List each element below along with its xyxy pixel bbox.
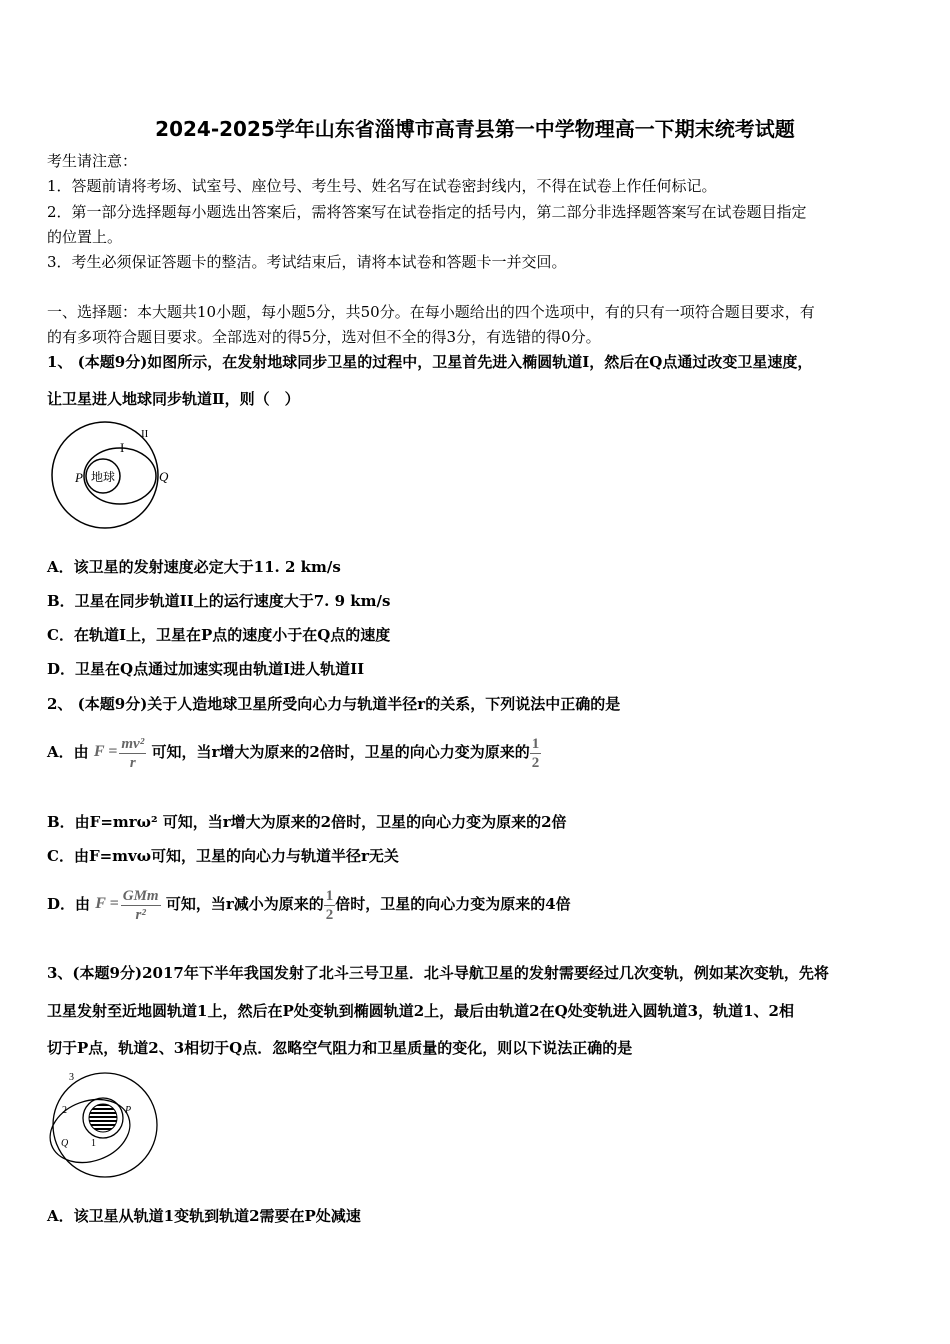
formula-f: F = xyxy=(93,743,118,760)
q1-stem: 让卫星进人地球同步轨道Ⅱ，则（ ） xyxy=(47,390,300,408)
q2-option-d xyxy=(47,884,571,924)
numerator: 1 xyxy=(531,735,540,752)
point-q-label: Q xyxy=(61,1138,69,1149)
q2-option-b: B．由F=mrω² 可知，当r增大为原来的2倍时，卫星的向心力变为原来的2倍 xyxy=(47,813,567,831)
q2-stem: 2、 (本题9分)关于人造地球卫星所受向心力与轨道半径r的关系，下列说法中正确的是 xyxy=(47,695,621,713)
orbit-1-label: 1 xyxy=(91,1138,96,1149)
orbit-3-label: 3 xyxy=(69,1072,74,1083)
q3-option-a: A．该卫星从轨道1变轨到轨道2需要在P处减速 xyxy=(47,1207,361,1225)
denominator: 2 xyxy=(531,754,540,771)
formula-fraction xyxy=(121,887,161,924)
denominator: r² xyxy=(135,906,146,923)
q1-option-c: C．在轨道I上，卫星在P点的速度小于在Q点的速度 xyxy=(47,626,391,644)
q2-option-c: C．由F=mvω可知，卫星的向心力与轨道半径r无关 xyxy=(47,847,399,865)
orbit-ii-label: II xyxy=(141,428,149,440)
point-p-label: P xyxy=(125,1105,132,1116)
option-text: 可知，当r增大为原来的2倍时，卫星的向心力变为原来的 xyxy=(151,743,530,761)
point-p-label: P xyxy=(75,470,83,485)
numerator: GMm xyxy=(122,887,159,904)
q1-stem: 1、 (本题9分)如图所示，在发射地球同步卫星的过程中，卫星首先进入椭圆轨道I，然后在Q点通过改变卫星速度， xyxy=(47,353,813,371)
q1-option-d: D．卫星在Q点通过加速实现由轨道I进人轨道II xyxy=(47,660,365,678)
denominator: 2 xyxy=(325,906,334,923)
q1-option-a: A．该卫星的发射速度必定大于11. 2 km/s xyxy=(47,558,341,576)
option-text: 倍时，卫星的向心力变为原来的4倍 xyxy=(335,895,571,913)
section-intro: 的有多项符合题目要求。全部选对的得5分，选对但不全的得3分，有选错的得0分。 xyxy=(47,328,601,346)
option-label: A．由 xyxy=(47,743,89,761)
notice-heading: 考生请注意： xyxy=(47,152,138,170)
orbit-i-label: I xyxy=(120,440,125,455)
q2-option-a xyxy=(47,732,541,772)
point-q-label: Q xyxy=(159,469,169,484)
notice-item: 2．第一部分选择题每小题选出答案后，需将答案写在试卷指定的括号内，第二部分非选择题答案写在试卷题目指定 xyxy=(47,203,807,221)
orbit-figure-2 xyxy=(45,1068,165,1180)
earth-label: 地球 xyxy=(91,470,116,484)
denominator: r xyxy=(129,754,136,771)
page-title: 2024-2025学年山东省淄博市高青县第一中学物理高一下期末统考试题 xyxy=(155,117,795,141)
numerator: 1 xyxy=(325,887,334,904)
q3-stem: 卫星发射至近地圆轨道1上，然后在P处变轨到椭圆轨道2上，最后由轨道2在Q处变轨进入圆轨道3，轨道1、2相 xyxy=(47,1002,794,1020)
formula-fraction xyxy=(119,735,146,772)
notice-item: 1．答题前请将考场、试室号、座位号、考生号、姓名写在试卷密封线内，不得在试卷上作任何标记。 xyxy=(47,177,717,195)
half-fraction xyxy=(324,887,336,924)
option-label: D．由 xyxy=(47,895,91,913)
earth xyxy=(89,1104,117,1132)
notice-item: 的位置上。 xyxy=(47,228,123,246)
option-text: 可知，当r减小为原来的 xyxy=(165,895,324,913)
q1-option-b: B．卫星在同步轨道II上的运行速度大于7. 9 km/s xyxy=(47,592,391,610)
numerator: mv² xyxy=(121,735,145,752)
orbit-2-label: 2 xyxy=(62,1105,67,1116)
section-intro: 一、选择题：本大题共10小题，每小题5分，共50分。在每小题给出的四个选项中，有的只有一项符合题目要求，有 xyxy=(47,303,815,321)
notice-item: 3．考生必须保证答题卡的整洁。考试结束后，请将本试卷和答题卡一并交回。 xyxy=(47,253,567,271)
q3-stem: 切于P点，轨道2、3相切于Q点．忽略空气阻力和卫星质量的变化，则以下说法正确的是 xyxy=(47,1039,633,1057)
q3-stem: 3、(本题9分)2017年下半年我国发射了北斗三号卫星．北斗导航卫星的发射需要经过几次变轨，例如某次变轨，先将 xyxy=(47,964,829,982)
half-fraction xyxy=(530,735,542,772)
orbit-figure-1 xyxy=(40,415,190,535)
formula-f: F = xyxy=(95,895,119,912)
